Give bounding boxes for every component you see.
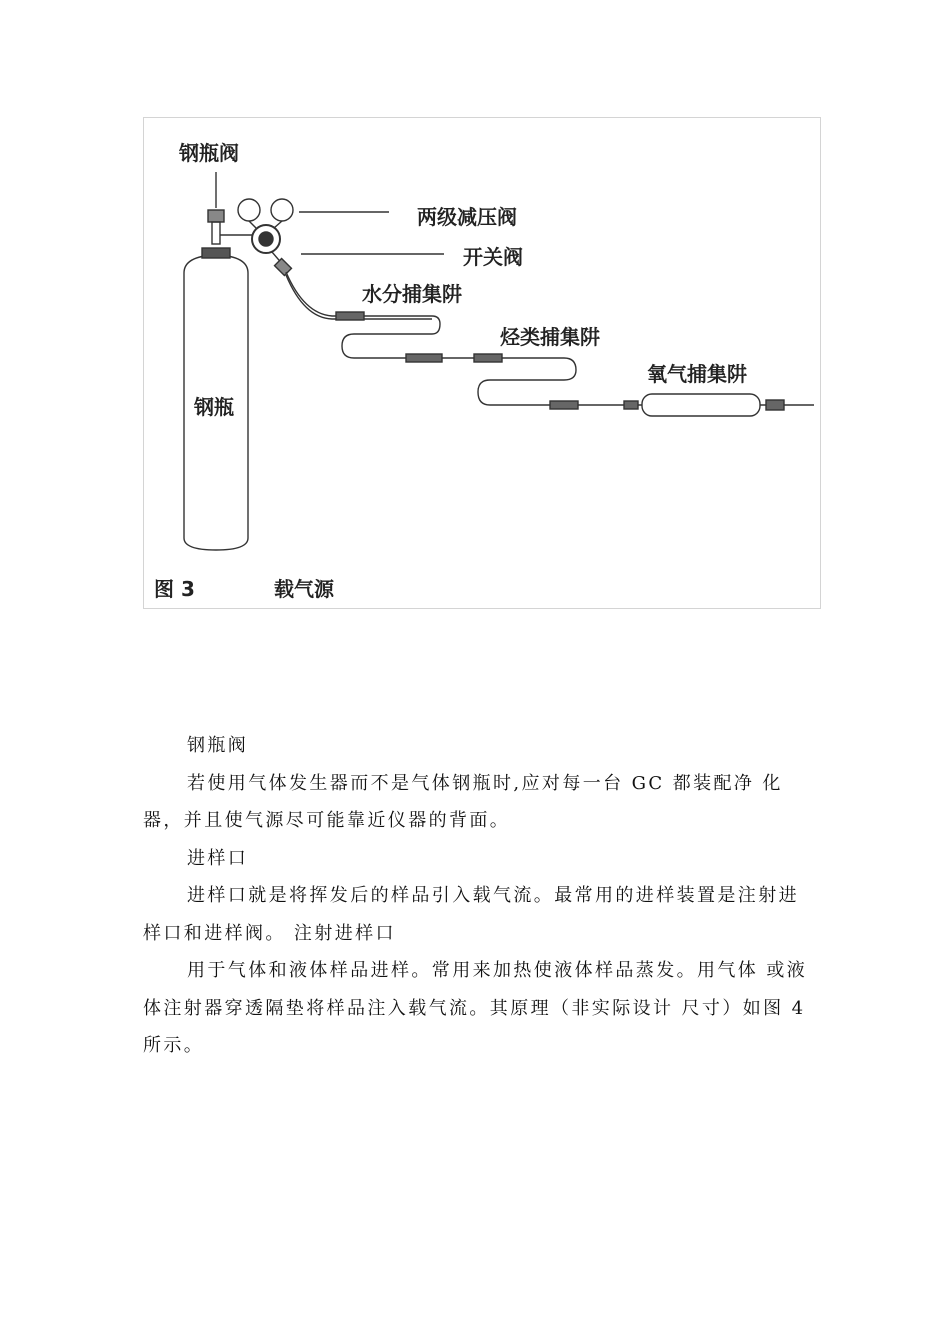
label-cylinder: 钢瓶 — [194, 395, 234, 419]
paragraph-gas-generator: 若使用气体发生器而不是气体钢瓶时,应对每一台 GC 都装配净 化器，并且使气源尽可能靠近仪器的背面。 — [143, 772, 783, 831]
label-on-off-valve: 开关阀 — [463, 245, 523, 269]
heading-inlet: 进样口 — [187, 847, 249, 869]
label-moisture-trap: 水分捕集阱 — [362, 282, 462, 306]
two-stage-regulator — [238, 199, 389, 253]
carrier-gas-diagram — [144, 118, 822, 610]
figure-caption: 载气源 — [274, 577, 334, 601]
carrier-gas-figure — [143, 117, 821, 609]
paragraph-injection-port: 用于气体和液体样品进样。常用来加热使液体样品蒸发。用气体 或液体注射器穿透隔垫将样品注入载气流。其原理（非实际设计 尺寸）如图 4 所示。 — [143, 960, 808, 1056]
figure-number: 图 3 — [154, 577, 195, 601]
label-cylinder-valve: 钢瓶阀 — [179, 141, 239, 165]
oxygen-trap-body — [642, 394, 760, 416]
label-hydrocarbon-trap: 烃类捕集阱 — [500, 325, 600, 349]
label-two-stage-regulator: 两级减压阀 — [417, 205, 517, 229]
cylinder-valve — [208, 172, 252, 244]
heading-cylinder-valve: 钢瓶阀 — [187, 735, 249, 756]
body-text — [143, 727, 813, 1065]
on-off-valve — [272, 252, 444, 275]
paragraph-inlet: 进样口就是将挥发后的样品引入载气流。最常用的进样装置是注射进样口和进样阀。 注射进样口 — [143, 885, 799, 944]
label-oxygen-trap: 氧气捕集阱 — [647, 362, 747, 386]
